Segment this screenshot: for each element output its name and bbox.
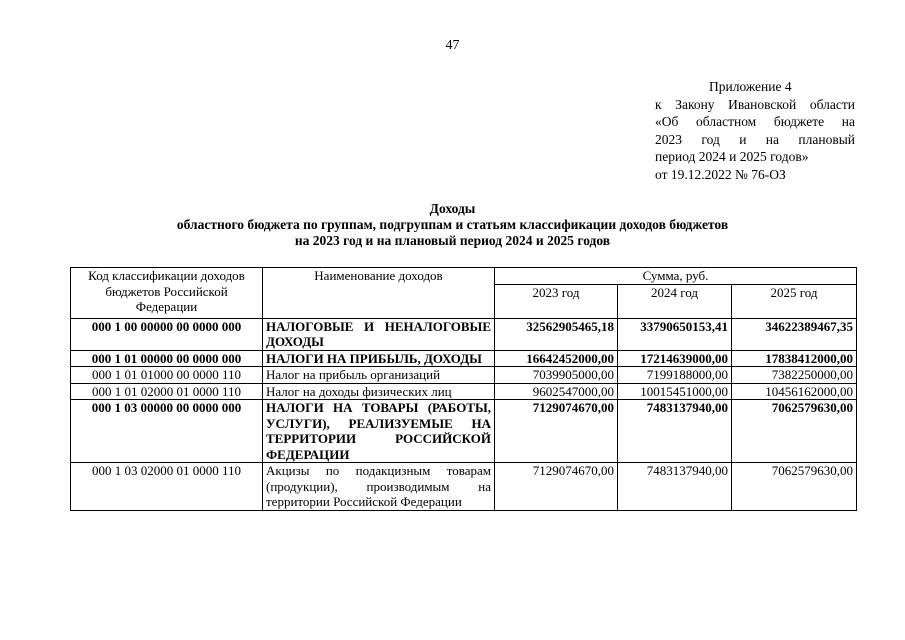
row-code: 000 1 01 01000 00 0000 110 xyxy=(71,367,263,384)
row-name: Налог на доходы физических лиц xyxy=(263,383,495,400)
row-code: 000 1 03 02000 01 0000 110 xyxy=(71,463,263,511)
appendix-line: «Об областном бюджете на xyxy=(655,114,855,129)
row-value-2024: 17214639000,00 xyxy=(618,350,732,367)
row-code: 000 1 01 00000 00 0000 000 xyxy=(71,350,263,367)
row-name: НАЛОГИ НА ТОВАРЫ (РАБОТЫ, УСЛУГИ), РЕАЛИЗУЕМЫЕ НА ТЕРРИТОРИИ РОССИЙСКОЙ ФЕДЕРАЦИИ xyxy=(263,400,495,463)
table-row xyxy=(71,318,857,350)
row-value-2025: 34622389467,35 xyxy=(732,318,857,350)
row-value-2024: 7483137940,00 xyxy=(618,400,732,463)
header-year-2023: 2023 год xyxy=(495,284,618,318)
row-value-2025: 17838412000,00 xyxy=(732,350,857,367)
table-row xyxy=(71,400,857,463)
appendix-line: 2023 год и на плановый xyxy=(655,131,855,147)
row-name: Налог на прибыль организаций xyxy=(263,367,495,384)
header-code: Код классификации доходов бюджетов Российской Федерации xyxy=(71,268,263,319)
row-value-2024: 10015451000,00 xyxy=(618,383,732,400)
header-sum: Сумма, руб. xyxy=(495,268,857,285)
document-title xyxy=(60,201,845,249)
appendix-line: к Закону Ивановской области xyxy=(655,96,855,112)
row-code: 000 1 01 02000 01 0000 110 xyxy=(71,383,263,400)
header-year-2024: 2024 год xyxy=(618,284,732,318)
row-value-2025: 7382250000,00 xyxy=(732,367,857,384)
row-name: Акцизы по подакцизным товарам (продукции), производимым на территории Российской Федерации xyxy=(263,463,495,511)
table-row xyxy=(71,367,857,384)
row-value-2023: 9602547000,00 xyxy=(495,383,618,400)
income-table xyxy=(70,267,857,511)
title-line: на 2023 год и на плановый период 2024 и 2025 годов xyxy=(294,233,611,248)
row-value-2023: 7129074670,00 xyxy=(495,400,618,463)
appendix-line: Приложение 4 xyxy=(709,79,792,94)
table-row xyxy=(71,383,857,400)
title-line: Доходы xyxy=(429,201,476,216)
row-value-2025: 7062579630,00 xyxy=(732,463,857,511)
table-header-row xyxy=(71,268,857,285)
row-value-2024: 7483137940,00 xyxy=(618,463,732,511)
header-year-2025: 2025 год xyxy=(732,284,857,318)
page-number: 47 xyxy=(445,38,460,53)
appendix-line: период 2024 и 2025 годов» xyxy=(655,149,809,164)
row-value-2024: 7199188000,00 xyxy=(618,367,732,384)
table-row xyxy=(71,350,857,367)
row-value-2025: 7062579630,00 xyxy=(732,400,857,463)
row-name: НАЛОГИ НА ПРИБЫЛЬ, ДОХОДЫ xyxy=(263,350,495,367)
title-line: областного бюджета по группам, подгруппам и статьям классификации доходов бюджетов xyxy=(176,217,729,232)
appendix-line: от 19.12.2022 № 76-ОЗ xyxy=(655,166,786,182)
row-value-2023: 16642452000,00 xyxy=(495,350,618,367)
row-value-2023: 32562905465,18 xyxy=(495,318,618,350)
table-row xyxy=(71,463,857,511)
row-value-2025: 10456162000,00 xyxy=(732,383,857,400)
row-value-2024: 33790650153,41 xyxy=(618,318,732,350)
row-code: 000 1 03 00000 00 0000 000 xyxy=(71,400,263,463)
row-name: НАЛОГОВЫЕ И НЕНАЛОГОВЫЕ ДОХОДЫ xyxy=(263,318,495,350)
row-value-2023: 7129074670,00 xyxy=(495,463,618,511)
row-code: 000 1 00 00000 00 0000 000 xyxy=(71,318,263,350)
appendix-block xyxy=(655,78,855,183)
header-name: Наименование доходов xyxy=(263,268,495,319)
row-value-2023: 7039905000,00 xyxy=(495,367,618,384)
